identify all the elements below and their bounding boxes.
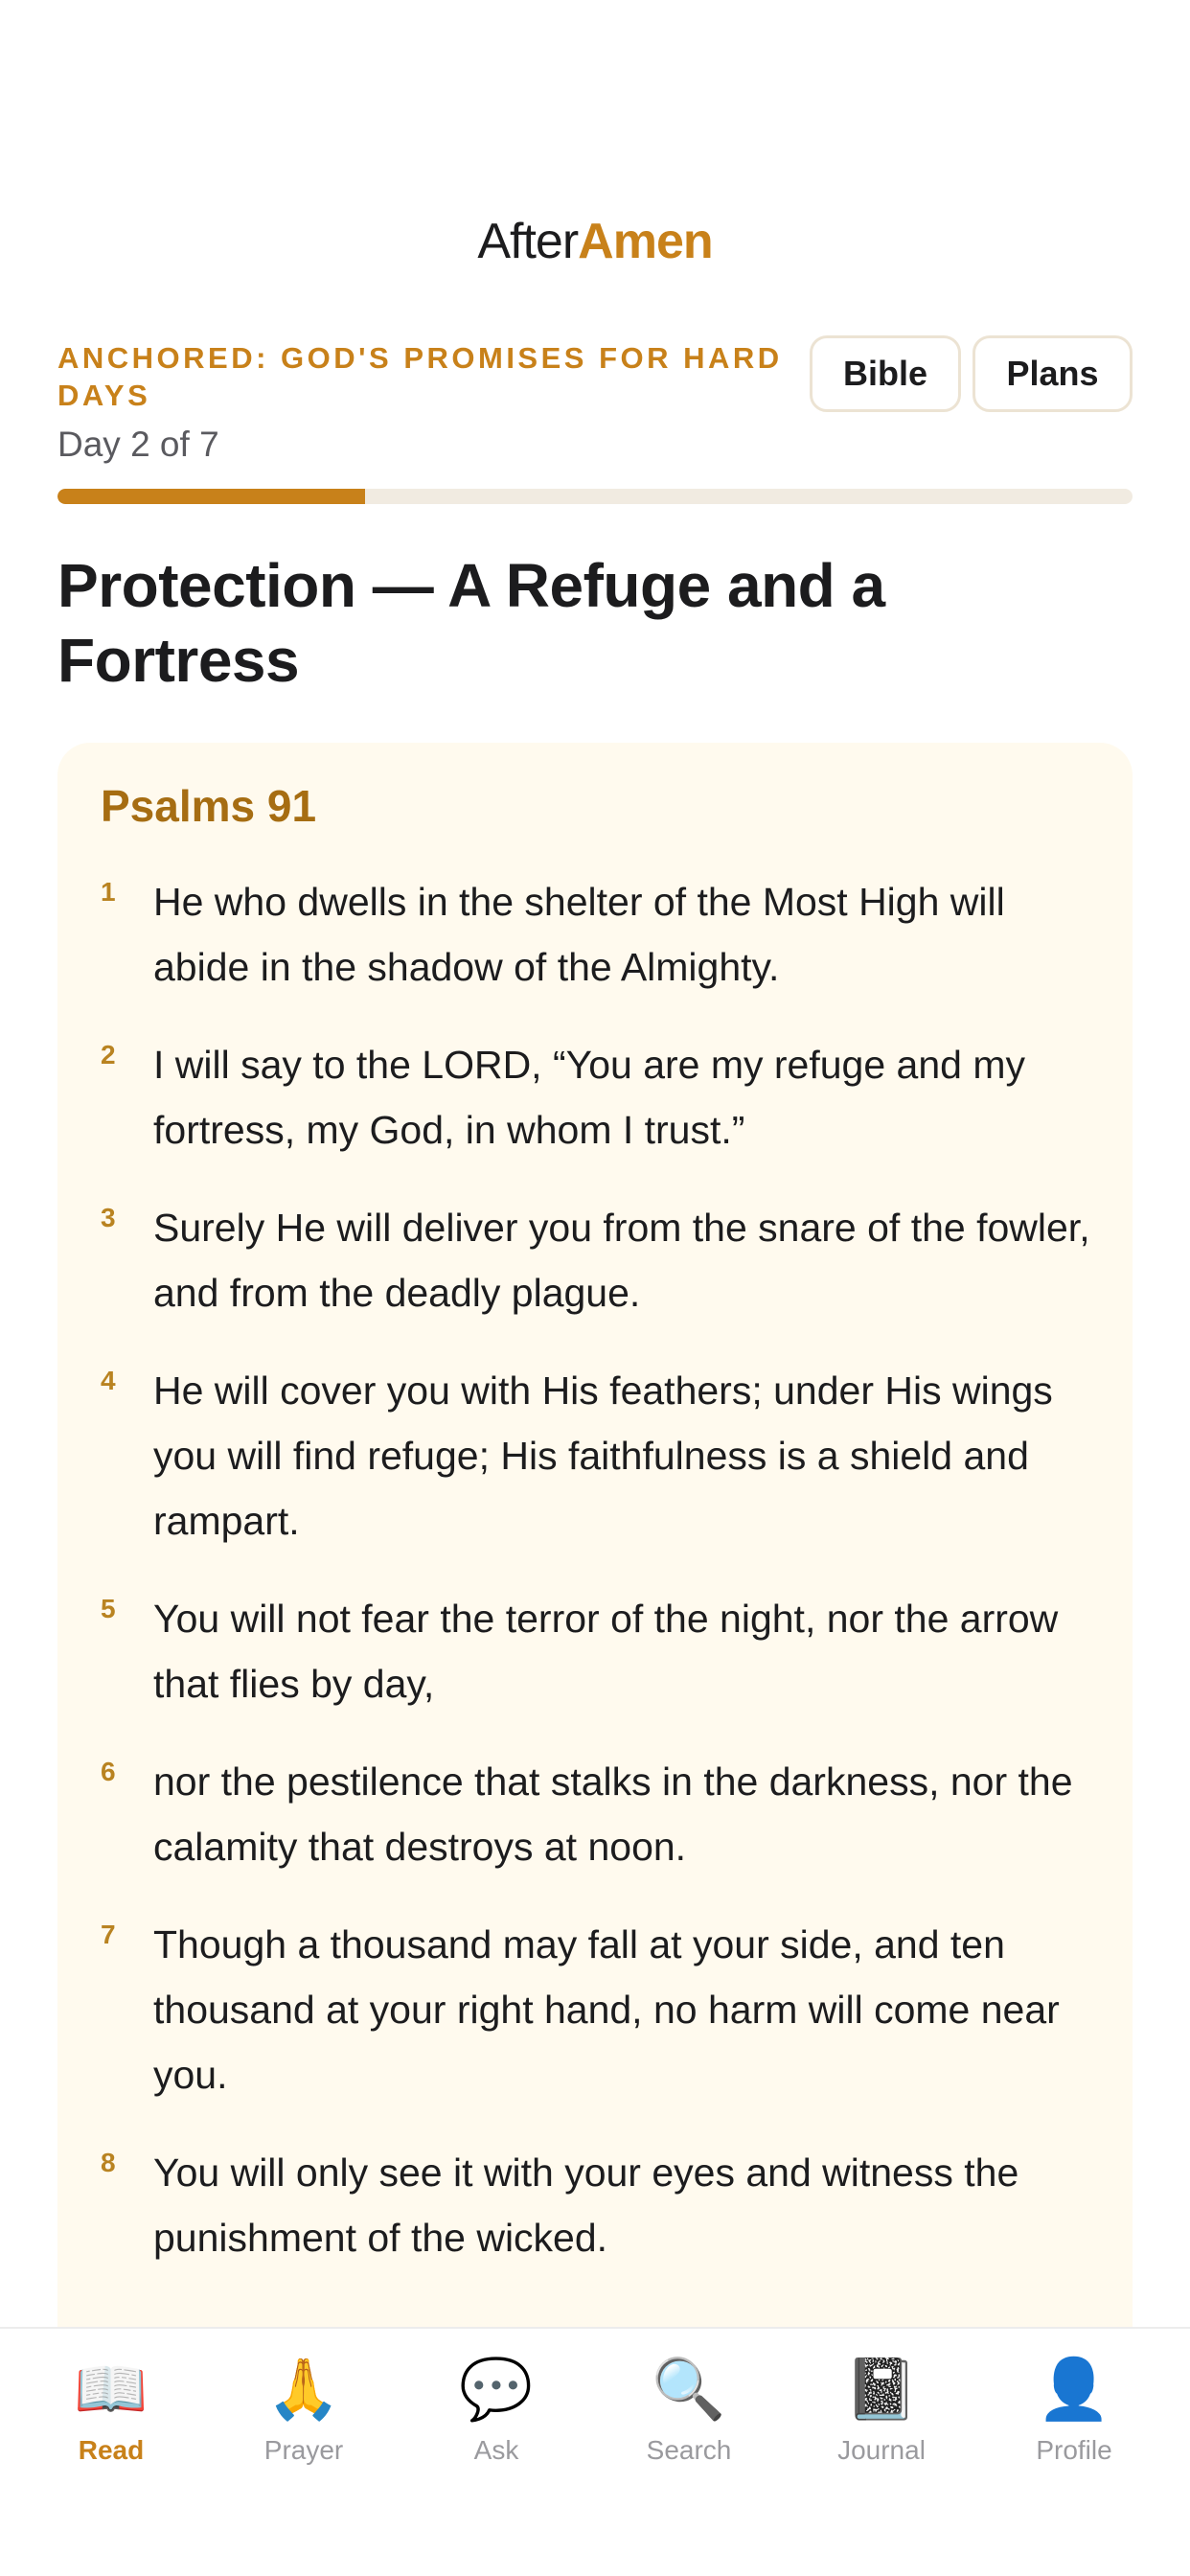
verse-item[interactable] [101, 869, 1107, 1000]
verse-number: 5 [101, 1594, 116, 1623]
verse-item[interactable] [101, 1749, 1107, 1879]
verse-item[interactable] [101, 1586, 1107, 1716]
tab-label: Search [646, 2435, 732, 2465]
verse-number: 2 [101, 1040, 116, 1070]
tab-read[interactable] [15, 2354, 207, 2467]
speech-bubble-icon: 💬 [459, 2357, 534, 2423]
person-icon: 👤 [1037, 2357, 1111, 2423]
bottom-tab-bar [0, 2327, 1190, 2576]
passage-reference: Psalms 91 [101, 781, 317, 831]
verse-number: 8 [101, 2148, 116, 2177]
tab-ask[interactable] [400, 2354, 592, 2467]
tab-journal[interactable] [786, 2354, 977, 2467]
tab-prayer[interactable] [208, 2354, 400, 2467]
verse-text: You will not fear the terror of the night, nor the arrow that flies by day, [153, 1597, 1059, 1706]
plan-progress-bar [57, 489, 1133, 504]
verse-item[interactable] [101, 1912, 1107, 2107]
praying-hands-icon: 🙏 [266, 2357, 341, 2423]
verse-text: He who dwells in the shelter of the Most High will abide in the shadow of the Almighty. [153, 880, 1005, 989]
verse-number: 7 [101, 1920, 116, 1949]
bible-button[interactable]: Bible [810, 335, 961, 412]
plans-button[interactable]: Plans [973, 335, 1133, 412]
verse-number: 4 [101, 1366, 116, 1395]
book-icon: 📖 [74, 2357, 149, 2423]
verse-number: 3 [101, 1203, 116, 1232]
verse-item[interactable] [101, 2140, 1107, 2270]
tab-label: Prayer [263, 2435, 344, 2465]
day-title: Protection — A Refuge and a Fortress [57, 551, 885, 695]
verse-number: 1 [101, 877, 116, 907]
verse-text: Surely He will deliver you from the snare of the fowler, and from the deadly plague. [153, 1206, 1090, 1315]
tab-label: Ask [473, 2435, 519, 2465]
tab-label: Profile [1036, 2435, 1112, 2465]
tab-label: Journal [837, 2435, 926, 2465]
logo-after: After [477, 214, 579, 269]
verse-text: He will cover you with His feathers; under His wings you will find refuge; His faithfulness is a shield and rampart. [153, 1368, 1053, 1543]
verse-text: You will only see it with your eyes and witness the punishment of the wicked. [153, 2150, 1019, 2260]
notebook-icon: 📓 [844, 2357, 919, 2423]
verse-item[interactable] [101, 1358, 1107, 1553]
verse-item[interactable] [101, 1195, 1107, 1325]
scripture-card [57, 743, 1133, 2391]
tab-label: Read [78, 2435, 145, 2465]
plan-progress-fill [57, 489, 365, 504]
tab-profile[interactable] [978, 2354, 1170, 2467]
tab-search[interactable] [593, 2354, 785, 2467]
verse-list [101, 869, 1107, 2303]
verse-item[interactable] [101, 1032, 1107, 1162]
verse-text: Though a thousand may fall at your side, and ten thousand at your right hand, no harm will come near you. [153, 1922, 1060, 2097]
verse-text: I will say to the LORD, “You are my refuge and my fortress, my God, in whom I trust.” [153, 1043, 1025, 1152]
plan-day-label: Day 2 of 7 [57, 425, 219, 464]
app-logo [0, 213, 1190, 270]
verse-number: 6 [101, 1757, 116, 1786]
magnifier-icon: 🔍 [652, 2357, 726, 2423]
logo-amen: Amen [578, 214, 713, 269]
plan-title: ANCHORED: GOD'S PROMISES FOR HARD DAYS [57, 341, 783, 412]
verse-text: nor the pestilence that stalks in the darkness, nor the calamity that destroys at noon. [153, 1760, 1073, 1869]
